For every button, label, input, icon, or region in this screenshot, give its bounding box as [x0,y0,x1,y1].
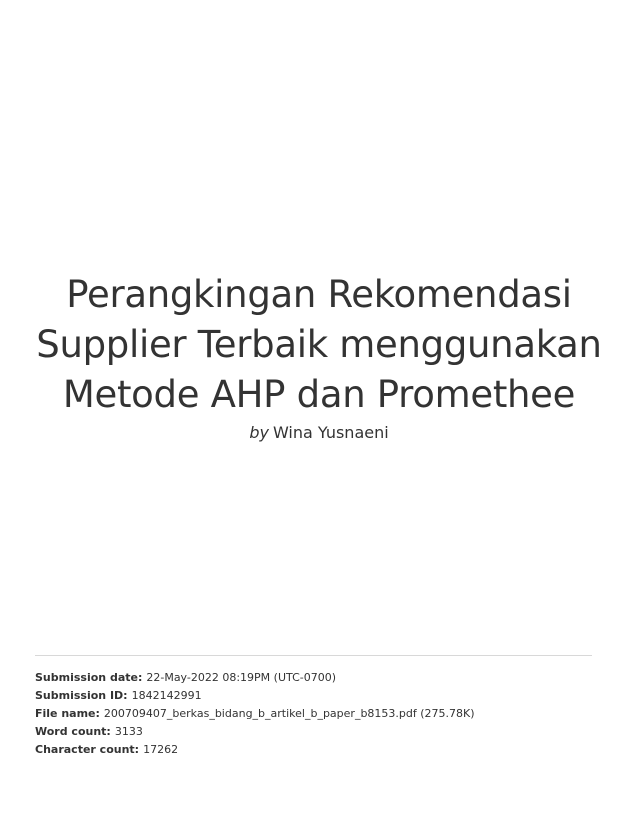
word-count-label: Word count: [35,725,111,738]
character-count-value: 17262 [143,743,179,756]
submission-id-label: Submission ID: [35,689,128,702]
file-name-row [35,705,595,723]
title-block [0,270,638,444]
file-name-value: 200709407_berkas_bidang_b_artikel_b_paper_b8153.pdf (275.78K) [103,707,475,720]
submission-date-label: Submission date: [35,671,143,684]
byline [0,422,638,444]
author-name: Wina Yusnaeni [272,423,389,442]
submission-info [35,669,595,759]
word-count-row [35,723,595,741]
character-count-row [35,741,595,759]
document-title: Perangkingan Rekomendasi Supplier Terbaik menggunakan Metode AHP dan Promethee [36,273,602,416]
character-count-label: Character count: [35,743,140,756]
submission-id-row [35,687,595,705]
word-count-value: 3133 [114,725,143,738]
divider [35,655,592,656]
submission-id-value: 1842142991 [131,689,202,702]
file-name-label: File name: [35,707,100,720]
submission-date-row [35,669,595,687]
submission-date-value: 22-May-2022 08:19PM (UTC-0700) [146,671,337,684]
byline-prefix: by [249,423,269,442]
